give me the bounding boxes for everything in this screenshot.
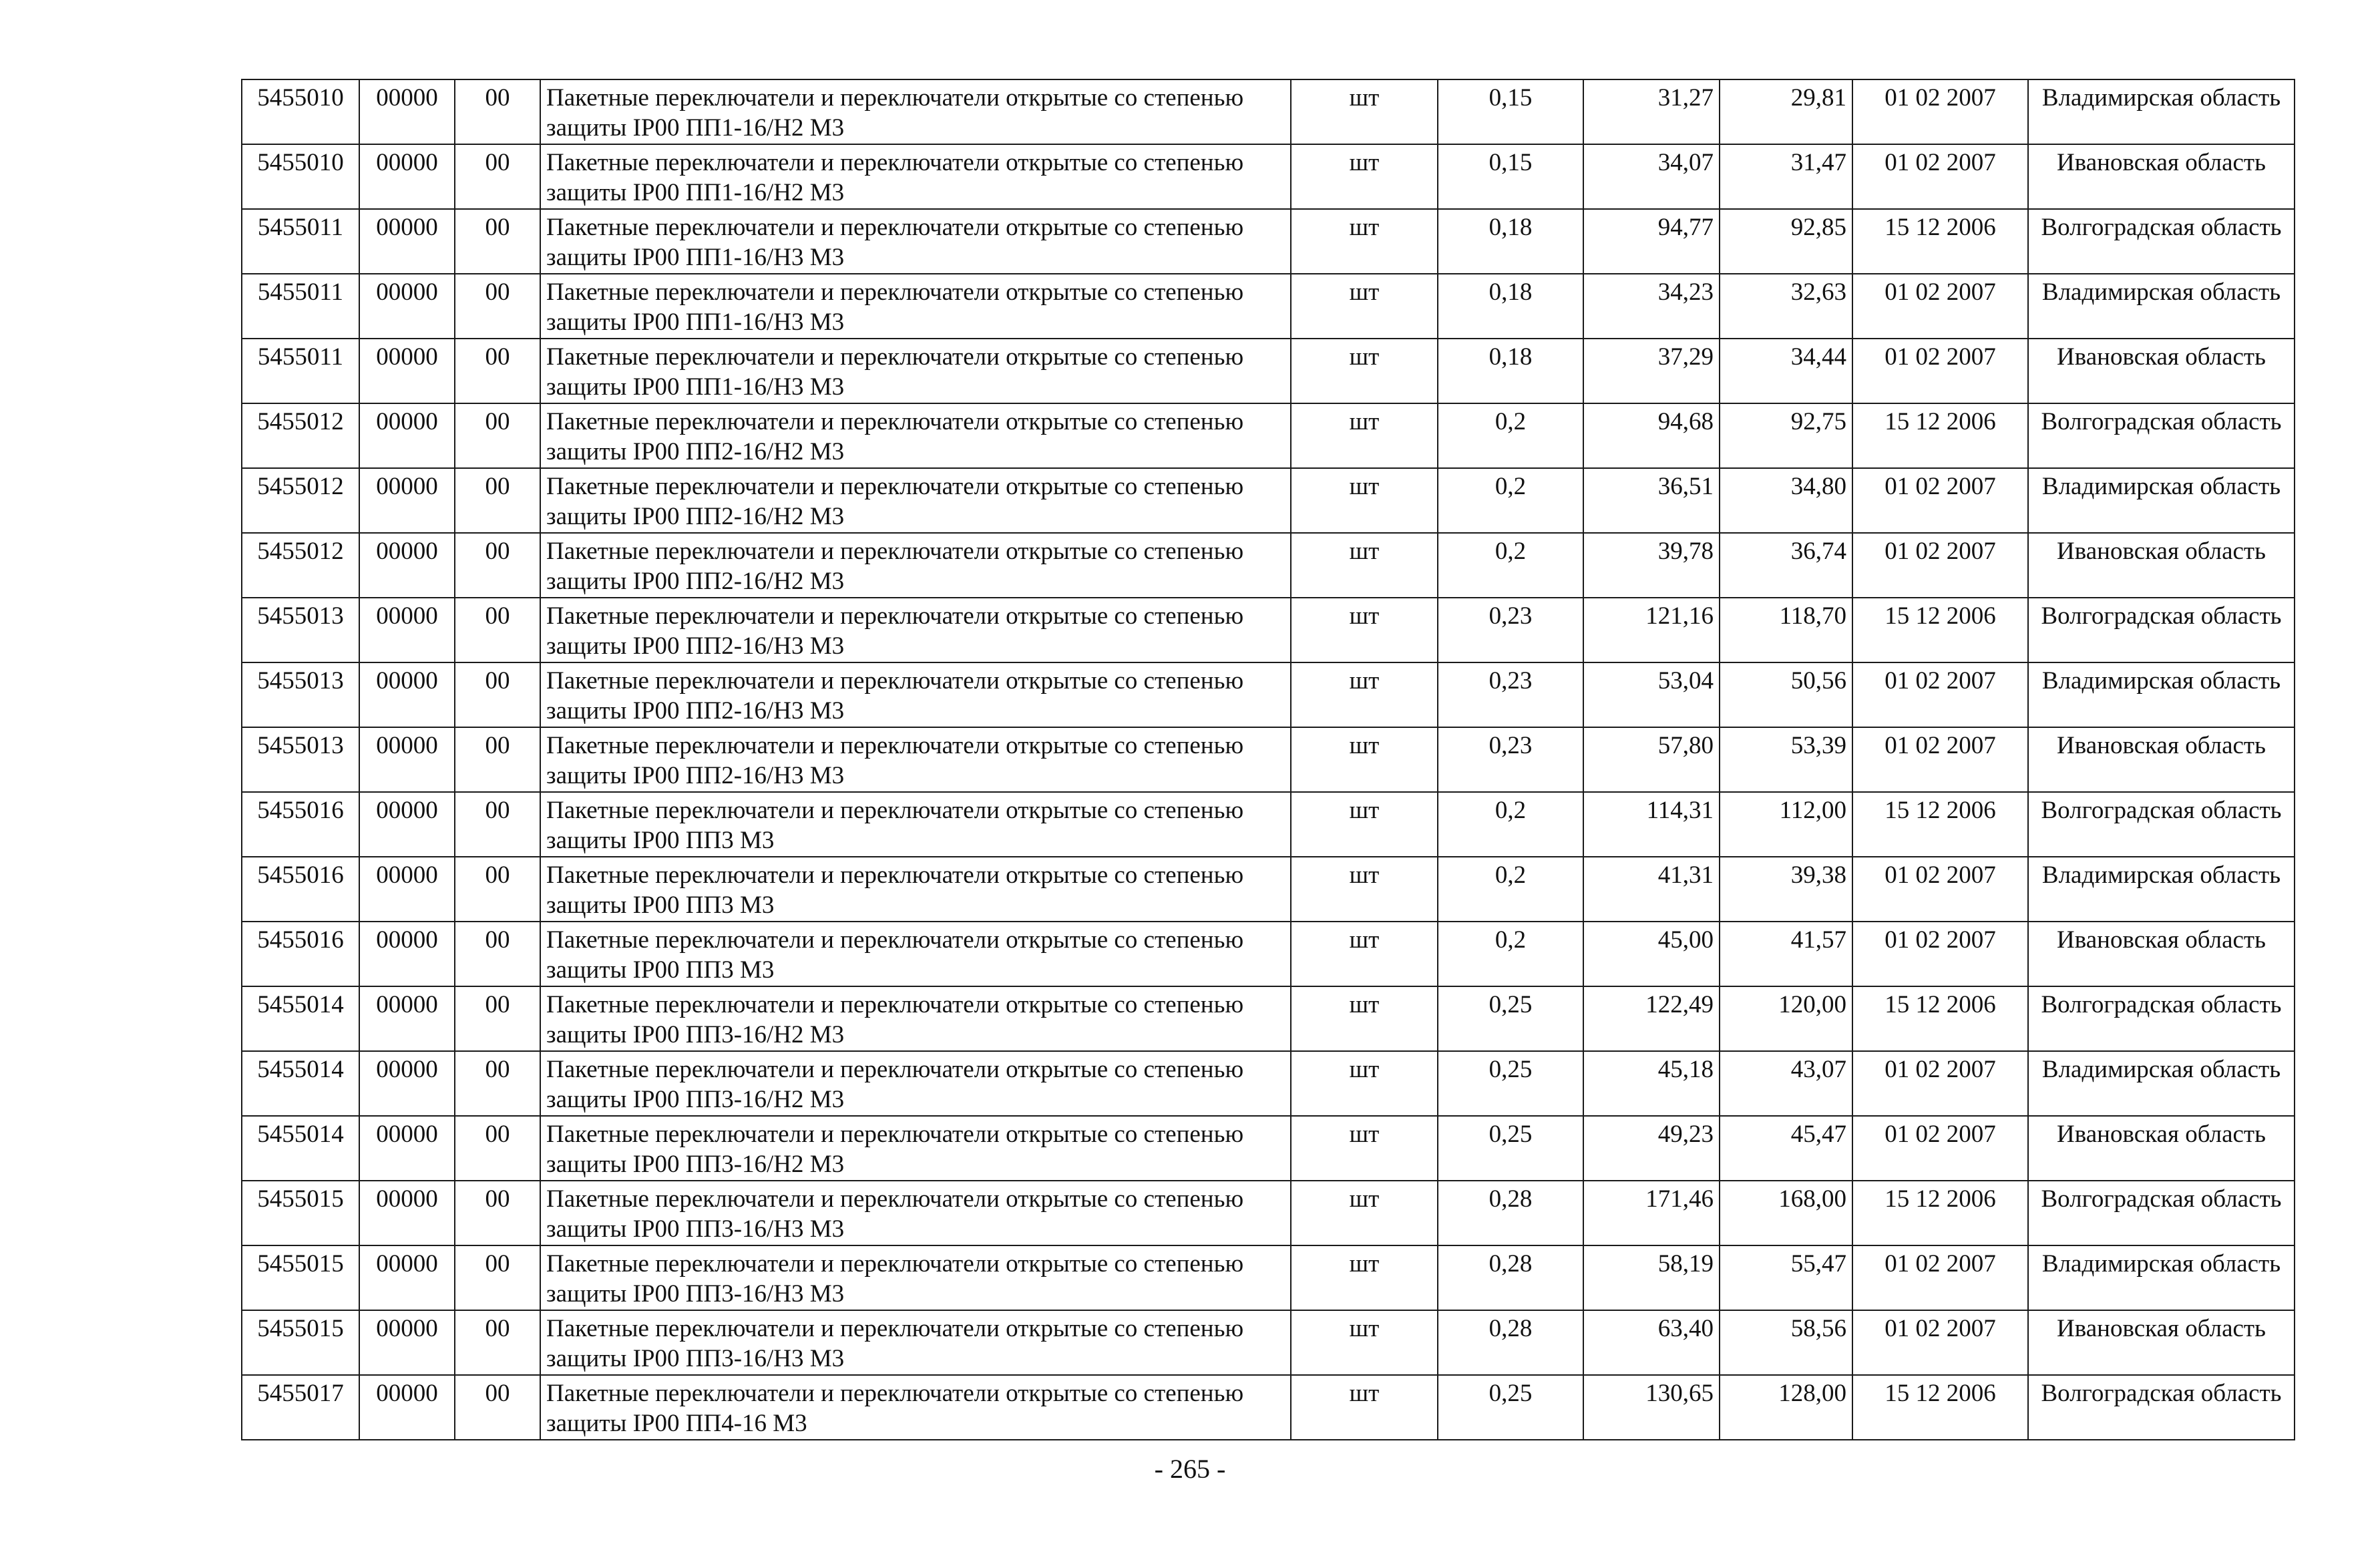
cell-region: Ивановская область: [2028, 922, 2295, 986]
cell-unit: шт: [1291, 1310, 1438, 1375]
cell-weight: 0,18: [1438, 209, 1583, 274]
cell-group: 00: [455, 857, 540, 922]
cell-price: 53,39: [1720, 727, 1852, 792]
cell-region: Ивановская область: [2028, 1310, 2295, 1375]
cell-subcode: 00000: [359, 1051, 455, 1116]
cell-region: Владимирская область: [2028, 662, 2295, 727]
cell-weight: 0,15: [1438, 79, 1583, 144]
cell-price-with-vat: 45,18: [1583, 1051, 1720, 1116]
cell-price-with-vat: 34,23: [1583, 274, 1720, 339]
table-row: [242, 792, 2295, 857]
cell-description: Пакетные переключатели и переключатели открытые со степенью защиты IP00 ПП3 М3: [540, 857, 1291, 922]
cell-price: 39,38: [1720, 857, 1852, 922]
cell-group: 00: [455, 468, 540, 533]
cell-description: Пакетные переключатели и переключатели открытые со степенью защиты IP00 ПП1-16/Н2 М3: [540, 79, 1291, 144]
cell-weight: 0,15: [1438, 144, 1583, 209]
cell-subcode: 00000: [359, 1310, 455, 1375]
table-row: [242, 1245, 2295, 1310]
cell-weight: 0,25: [1438, 1051, 1583, 1116]
cell-code: 5455010: [242, 144, 359, 209]
cell-subcode: 00000: [359, 986, 455, 1051]
cell-weight: 0,25: [1438, 986, 1583, 1051]
cell-weight: 0,2: [1438, 857, 1583, 922]
cell-description: Пакетные переключатели и переключатели открытые со степенью защиты IP00 ПП2-16/Н2 М3: [540, 468, 1291, 533]
cell-unit: шт: [1291, 792, 1438, 857]
cell-subcode: 00000: [359, 1245, 455, 1310]
cell-price: 43,07: [1720, 1051, 1852, 1116]
cell-group: 00: [455, 792, 540, 857]
cell-unit: шт: [1291, 274, 1438, 339]
cell-price-with-vat: 121,16: [1583, 598, 1720, 662]
cell-group: 00: [455, 533, 540, 598]
cell-group: 00: [455, 403, 540, 468]
cell-price: 45,47: [1720, 1116, 1852, 1181]
cell-price: 168,00: [1720, 1181, 1852, 1245]
table-row: [242, 209, 2295, 274]
cell-price: 34,80: [1720, 468, 1852, 533]
cell-subcode: 00000: [359, 727, 455, 792]
cell-unit: шт: [1291, 533, 1438, 598]
cell-price: 36,74: [1720, 533, 1852, 598]
cell-subcode: 00000: [359, 144, 455, 209]
cell-code: 5455015: [242, 1310, 359, 1375]
cell-price: 92,85: [1720, 209, 1852, 274]
table-row: [242, 1051, 2295, 1116]
cell-price-with-vat: 37,29: [1583, 339, 1720, 403]
cell-region: Владимирская область: [2028, 857, 2295, 922]
cell-date: 15 12 2006: [1852, 1181, 2028, 1245]
cell-weight: 0,25: [1438, 1375, 1583, 1440]
cell-description: Пакетные переключатели и переключатели открытые со степенью защиты IP00 ПП1-16/Н3 М3: [540, 274, 1291, 339]
cell-unit: шт: [1291, 1375, 1438, 1440]
cell-region: Волгоградская область: [2028, 1181, 2295, 1245]
cell-price: 55,47: [1720, 1245, 1852, 1310]
cell-date: 01 02 2007: [1852, 274, 2028, 339]
cell-description: Пакетные переключатели и переключатели открытые со степенью защиты IP00 ПП2-16/Н3 М3: [540, 598, 1291, 662]
cell-price-with-vat: 130,65: [1583, 1375, 1720, 1440]
cell-date: 01 02 2007: [1852, 1310, 2028, 1375]
cell-code: 5455012: [242, 468, 359, 533]
cell-weight: 0,28: [1438, 1181, 1583, 1245]
cell-group: 00: [455, 727, 540, 792]
cell-unit: шт: [1291, 727, 1438, 792]
cell-unit: шт: [1291, 79, 1438, 144]
table-row: [242, 1116, 2295, 1181]
cell-price-with-vat: 49,23: [1583, 1116, 1720, 1181]
cell-price-with-vat: 122,49: [1583, 986, 1720, 1051]
cell-group: 00: [455, 144, 540, 209]
cell-region: Владимирская область: [2028, 1245, 2295, 1310]
cell-description: Пакетные переключатели и переключатели открытые со степенью защиты IP00 ПП1-16/Н3 М3: [540, 209, 1291, 274]
table-row: [242, 1310, 2295, 1375]
cell-weight: 0,2: [1438, 533, 1583, 598]
table-row: [242, 598, 2295, 662]
cell-price-with-vat: 57,80: [1583, 727, 1720, 792]
cell-date: 01 02 2007: [1852, 1245, 2028, 1310]
cell-code: 5455016: [242, 857, 359, 922]
cell-description: Пакетные переключатели и переключатели открытые со степенью защиты IP00 ПП4-16 М3: [540, 1375, 1291, 1440]
cell-region: Владимирская область: [2028, 79, 2295, 144]
cell-price: 92,75: [1720, 403, 1852, 468]
table-row: [242, 727, 2295, 792]
cell-group: 00: [455, 1245, 540, 1310]
cell-price-with-vat: 63,40: [1583, 1310, 1720, 1375]
cell-price-with-vat: 45,00: [1583, 922, 1720, 986]
cell-unit: шт: [1291, 922, 1438, 986]
cell-description: Пакетные переключатели и переключатели открытые со степенью защиты IP00 ПП3-16/Н2 М3: [540, 986, 1291, 1051]
cell-group: 00: [455, 662, 540, 727]
cell-region: Ивановская область: [2028, 339, 2295, 403]
cell-subcode: 00000: [359, 1116, 455, 1181]
cell-group: 00: [455, 1116, 540, 1181]
cell-date: 01 02 2007: [1852, 468, 2028, 533]
cell-price: 31,47: [1720, 144, 1852, 209]
cell-date: 01 02 2007: [1852, 662, 2028, 727]
cell-unit: шт: [1291, 598, 1438, 662]
cell-subcode: 00000: [359, 339, 455, 403]
cell-price: 118,70: [1720, 598, 1852, 662]
cell-code: 5455016: [242, 792, 359, 857]
cell-date: 15 12 2006: [1852, 986, 2028, 1051]
cell-weight: 0,18: [1438, 274, 1583, 339]
cell-unit: шт: [1291, 986, 1438, 1051]
cell-code: 5455011: [242, 274, 359, 339]
cell-region: Ивановская область: [2028, 727, 2295, 792]
cell-subcode: 00000: [359, 403, 455, 468]
cell-date: 01 02 2007: [1852, 79, 2028, 144]
cell-weight: 0,25: [1438, 1116, 1583, 1181]
cell-description: Пакетные переключатели и переключатели открытые со степенью защиты IP00 ПП3-16/Н2 М3: [540, 1116, 1291, 1181]
cell-date: 15 12 2006: [1852, 403, 2028, 468]
cell-unit: шт: [1291, 1245, 1438, 1310]
table-row: [242, 468, 2295, 533]
cell-weight: 0,28: [1438, 1245, 1583, 1310]
cell-group: 00: [455, 79, 540, 144]
cell-description: Пакетные переключатели и переключатели открытые со степенью защиты IP00 ПП2-16/Н3 М3: [540, 727, 1291, 792]
cell-code: 5455014: [242, 1116, 359, 1181]
cell-description: Пакетные переключатели и переключатели открытые со степенью защиты IP00 ПП2-16/Н2 М3: [540, 403, 1291, 468]
table-row: [242, 857, 2295, 922]
cell-description: Пакетные переключатели и переключатели открытые со степенью защиты IP00 ПП3-16/Н3 М3: [540, 1245, 1291, 1310]
table-row: [242, 662, 2295, 727]
cell-region: Владимирская область: [2028, 1051, 2295, 1116]
cell-price: 58,56: [1720, 1310, 1852, 1375]
cell-description: Пакетные переключатели и переключатели открытые со степенью защиты IP00 ПП3 М3: [540, 922, 1291, 986]
cell-region: Волгоградская область: [2028, 1375, 2295, 1440]
cell-code: 5455015: [242, 1245, 359, 1310]
cell-weight: 0,2: [1438, 403, 1583, 468]
cell-region: Волгоградская область: [2028, 209, 2295, 274]
cell-date: 15 12 2006: [1852, 598, 2028, 662]
cell-description: Пакетные переключатели и переключатели открытые со степенью защиты IP00 ПП3 М3: [540, 792, 1291, 857]
cell-price-with-vat: 58,19: [1583, 1245, 1720, 1310]
page-number: - 265 -: [1154, 1454, 1226, 1484]
cell-code: 5455013: [242, 598, 359, 662]
cell-subcode: 00000: [359, 792, 455, 857]
cell-subcode: 00000: [359, 1181, 455, 1245]
cell-unit: шт: [1291, 209, 1438, 274]
table-body: [242, 79, 2295, 1440]
cell-unit: шт: [1291, 403, 1438, 468]
cell-subcode: 00000: [359, 857, 455, 922]
cell-region: Владимирская область: [2028, 468, 2295, 533]
cell-weight: 0,18: [1438, 339, 1583, 403]
cell-region: Владимирская область: [2028, 274, 2295, 339]
cell-description: Пакетные переключатели и переключатели открытые со степенью защиты IP00 ПП3-16/Н3 М3: [540, 1181, 1291, 1245]
cell-code: 5455012: [242, 403, 359, 468]
cell-unit: шт: [1291, 1051, 1438, 1116]
cell-price-with-vat: 39,78: [1583, 533, 1720, 598]
cell-description: Пакетные переключатели и переключатели открытые со степенью защиты IP00 ПП2-16/Н2 М3: [540, 533, 1291, 598]
cell-price-with-vat: 94,68: [1583, 403, 1720, 468]
table-row: [242, 274, 2295, 339]
cell-group: 00: [455, 274, 540, 339]
cell-date: 01 02 2007: [1852, 1051, 2028, 1116]
cell-weight: 0,2: [1438, 792, 1583, 857]
table-row: [242, 922, 2295, 986]
cell-code: 5455014: [242, 986, 359, 1051]
cell-code: 5455016: [242, 922, 359, 986]
cell-group: 00: [455, 1375, 540, 1440]
cell-price: 34,44: [1720, 339, 1852, 403]
cell-date: 01 02 2007: [1852, 922, 2028, 986]
table-row: [242, 403, 2295, 468]
cell-group: 00: [455, 1051, 540, 1116]
cell-price: 112,00: [1720, 792, 1852, 857]
cell-code: 5455015: [242, 1181, 359, 1245]
cell-code: 5455011: [242, 209, 359, 274]
cell-subcode: 00000: [359, 662, 455, 727]
cell-unit: шт: [1291, 1181, 1438, 1245]
cell-description: Пакетные переключатели и переключатели открытые со степенью защиты IP00 ПП1-16/Н2 М3: [540, 144, 1291, 209]
cell-price-with-vat: 94,77: [1583, 209, 1720, 274]
cell-date: 01 02 2007: [1852, 857, 2028, 922]
cell-price: 41,57: [1720, 922, 1852, 986]
cell-weight: 0,2: [1438, 468, 1583, 533]
cell-date: 15 12 2006: [1852, 792, 2028, 857]
cell-subcode: 00000: [359, 533, 455, 598]
cell-unit: шт: [1291, 339, 1438, 403]
cell-code: 5455011: [242, 339, 359, 403]
cell-weight: 0,23: [1438, 662, 1583, 727]
cell-price: 128,00: [1720, 1375, 1852, 1440]
cell-subcode: 00000: [359, 274, 455, 339]
cell-region: Ивановская область: [2028, 144, 2295, 209]
cell-subcode: 00000: [359, 79, 455, 144]
cell-group: 00: [455, 1310, 540, 1375]
cell-price-with-vat: 53,04: [1583, 662, 1720, 727]
cell-price-with-vat: 31,27: [1583, 79, 1720, 144]
cell-subcode: 00000: [359, 468, 455, 533]
cell-group: 00: [455, 1181, 540, 1245]
cell-subcode: 00000: [359, 209, 455, 274]
cell-subcode: 00000: [359, 598, 455, 662]
cell-date: 15 12 2006: [1852, 1375, 2028, 1440]
cell-price-with-vat: 34,07: [1583, 144, 1720, 209]
cell-region: Волгоградская область: [2028, 792, 2295, 857]
cell-price: 50,56: [1720, 662, 1852, 727]
cell-date: 01 02 2007: [1852, 339, 2028, 403]
table-row: [242, 1181, 2295, 1245]
cell-region: Ивановская область: [2028, 533, 2295, 598]
cell-unit: шт: [1291, 857, 1438, 922]
cell-price-with-vat: 36,51: [1583, 468, 1720, 533]
table-row: [242, 1375, 2295, 1440]
cell-region: Волгоградская область: [2028, 986, 2295, 1051]
price-table: [241, 79, 2295, 1440]
cell-region: Волгоградская область: [2028, 403, 2295, 468]
cell-unit: шт: [1291, 468, 1438, 533]
cell-region: Ивановская область: [2028, 1116, 2295, 1181]
cell-code: 5455010: [242, 79, 359, 144]
cell-description: Пакетные переключатели и переключатели открытые со степенью защиты IP00 ПП3-16/Н2 М3: [540, 1051, 1291, 1116]
cell-weight: 0,28: [1438, 1310, 1583, 1375]
cell-weight: 0,23: [1438, 598, 1583, 662]
cell-unit: шт: [1291, 662, 1438, 727]
cell-description: Пакетные переключатели и переключатели открытые со степенью защиты IP00 ПП1-16/Н3 М3: [540, 339, 1291, 403]
cell-group: 00: [455, 598, 540, 662]
table-row: [242, 144, 2295, 209]
table-row: [242, 339, 2295, 403]
cell-region: Волгоградская область: [2028, 598, 2295, 662]
cell-date: 01 02 2007: [1852, 533, 2028, 598]
cell-group: 00: [455, 922, 540, 986]
cell-date: 01 02 2007: [1852, 144, 2028, 209]
cell-price: 32,63: [1720, 274, 1852, 339]
cell-date: 01 02 2007: [1852, 727, 2028, 792]
cell-price: 120,00: [1720, 986, 1852, 1051]
cell-description: Пакетные переключатели и переключатели открытые со степенью защиты IP00 ПП2-16/Н3 М3: [540, 662, 1291, 727]
cell-weight: 0,23: [1438, 727, 1583, 792]
cell-weight: 0,2: [1438, 922, 1583, 986]
cell-date: 15 12 2006: [1852, 209, 2028, 274]
cell-group: 00: [455, 209, 540, 274]
cell-code: 5455013: [242, 727, 359, 792]
cell-date: 01 02 2007: [1852, 1116, 2028, 1181]
cell-description: Пакетные переключатели и переключатели открытые со степенью защиты IP00 ПП3-16/Н3 М3: [540, 1310, 1291, 1375]
cell-price-with-vat: 171,46: [1583, 1181, 1720, 1245]
cell-group: 00: [455, 339, 540, 403]
cell-code: 5455012: [242, 533, 359, 598]
cell-code: 5455014: [242, 1051, 359, 1116]
table-row: [242, 986, 2295, 1051]
cell-code: 5455013: [242, 662, 359, 727]
cell-subcode: 00000: [359, 1375, 455, 1440]
cell-unit: шт: [1291, 144, 1438, 209]
cell-group: 00: [455, 986, 540, 1051]
cell-unit: шт: [1291, 1116, 1438, 1181]
cell-price-with-vat: 114,31: [1583, 792, 1720, 857]
cell-subcode: 00000: [359, 922, 455, 986]
cell-price-with-vat: 41,31: [1583, 857, 1720, 922]
cell-price: 29,81: [1720, 79, 1852, 144]
table-row: [242, 79, 2295, 144]
cell-code: 5455017: [242, 1375, 359, 1440]
table-row: [242, 533, 2295, 598]
